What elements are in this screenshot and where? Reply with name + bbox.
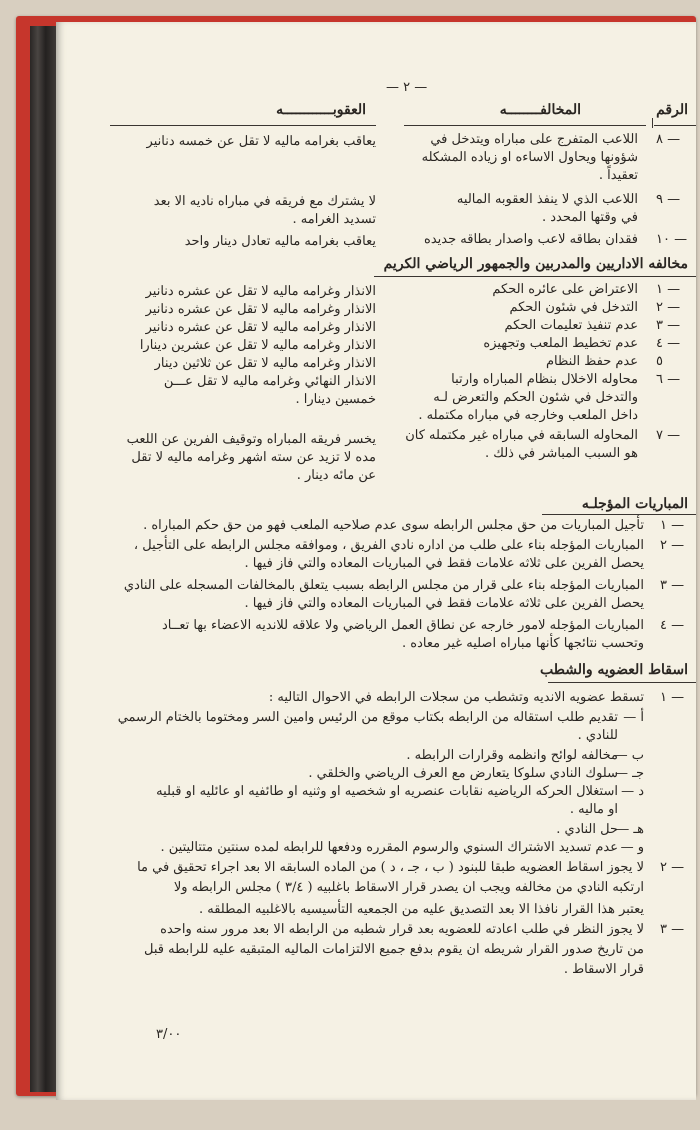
sub-letter: و —: [620, 840, 644, 855]
violation-text: هو السبب المباشر في ذلك .: [484, 446, 638, 461]
item-text: تسقط عضويه الانديه وتشطب من سجلات الرابطه في الاحوال التاليه :: [268, 690, 644, 705]
violation-text: تعقيداً .: [598, 168, 638, 183]
sub-text: سلوك النادي سلوكا يتعارض مع العرف الرياضي والخلقي .: [308, 766, 618, 781]
penalty-text: الانذار وغرامه ماليه لا تقل عن عشره دنانير: [145, 284, 376, 299]
item-text: يحصل الفرين على ثلاثه علامات فقط في المباريات المعاده والتي فاز فيها .: [244, 596, 644, 611]
violation-text: اللاعب الذي لا ينفذ العقوبه الماليه: [456, 192, 638, 207]
item-number: ٣ —: [660, 578, 685, 593]
violation-text: شؤونها ويحاول الاساءه او زياده المشكله: [421, 150, 638, 165]
violation-text: داخل الملعب وخارجه في مباراه مكتمله .: [418, 408, 638, 423]
sub-text: استغلال الحركه الرياضيه نقابات عنصريه او شخصيه او وثنيه او طائفيه او عائليه او قبليه: [156, 784, 618, 799]
item-number: ٢ —: [660, 538, 685, 553]
page-content: [56, 22, 696, 1100]
item-text: لا يجوز النظر في طلب اعادته للعضويه بعد قرار شطبه من الرابطه الا بعد مرور سنه واحده: [160, 922, 644, 937]
penalty-text: تسديد الغرامه .: [292, 212, 376, 227]
header-violation: المخالفــــــــه: [499, 102, 581, 118]
violation-text: فقدان بطاقه لاعب واصدار بطاقه جديده: [424, 232, 638, 247]
item-text: تأجيل المباريات من حق مجلس الرابطه سوى عدم صلاحيه الملعب فهو من حق حكم المباراه .: [143, 518, 644, 533]
violation-text: في وقتها المحدد .: [541, 210, 638, 225]
row-number: ٣ —: [656, 318, 681, 333]
violation-text: والتدخل في شئون الحكم والتعرض لـه: [433, 390, 638, 405]
penalty-text: يخسر فريقه المباراه وتوقيف الفرين عن اللعب: [126, 432, 376, 447]
penalty-text: يعاقب بغرامه ماليه تعادل دينار واحد: [184, 234, 376, 249]
sub-text: للنادي .: [577, 728, 618, 743]
section-title: اسقاط العضويه والشطب: [540, 662, 688, 678]
row-number: ٨ —: [656, 132, 681, 147]
sub-text: عدم تسديد الاشتراك السنوي والرسوم المقرره ودفعها للرابطه لمده سنتين متتاليتين .: [160, 840, 618, 855]
violation-text: عدم حفظ النظام: [545, 354, 638, 369]
sub-letter: أ —: [623, 710, 644, 725]
rule-violation: [404, 125, 646, 126]
item-text: لا يجوز اسقاط العضويه طبقا للبنود ( ب ، جـ ، د ) من الماده السابقه الا بعد اجراء تحقيق في ما: [137, 860, 644, 875]
violation-text: محاوله الاخلال بنظام المباراه وارتبا: [451, 372, 638, 387]
violation-text: عدم تخطيط الملعب وتجهيزه: [483, 336, 638, 351]
rule-number: [654, 125, 696, 126]
sub-letter: هـ —: [616, 822, 644, 837]
sub-text: او ماليه .: [569, 802, 618, 817]
item-number: ٣ —: [660, 922, 685, 937]
row-number: ٤ —: [656, 336, 681, 351]
header-number: الرقم: [656, 102, 688, 118]
row-number: ٦ —: [656, 372, 681, 387]
penalty-text: عن مائه دينار .: [296, 468, 376, 483]
penalty-text: الانذار وغرامه ماليه لا تقل عن ثلاثين دينار: [154, 356, 376, 371]
violation-text: عدم تنفيذ تعليمات الحكم: [504, 318, 638, 333]
item-text: ارتكبه النادي من مخالفه ويجب ان يصدر قرار الاسقاط باغلبيه ( ٣/٤ ) مجلس الرابطه ولا: [173, 880, 644, 895]
row-number: ٩ —: [656, 192, 681, 207]
violation-text: اللاعب المتفرج على مباراه ويتدخل في: [430, 132, 638, 147]
sub-text: مخالفه لوائح وانظمه وقرارات الرابطه .: [406, 748, 618, 763]
section-title: المباريات المؤجلـه: [581, 496, 688, 512]
row-number: ١٠ —: [656, 232, 688, 247]
row-number: ٧ —: [656, 428, 681, 443]
book-spine: [30, 26, 56, 1092]
item-text: المباريات المؤجله بناء على طلب من اداره نادي الفريق ، وموافقه مجلس الرابطه على التأجيل ،: [133, 538, 644, 553]
row-number: ٥: [656, 354, 663, 369]
section-underline: [548, 682, 696, 683]
item-number: ٤ —: [660, 618, 685, 633]
penalty-text: خمسين دينارا .: [295, 392, 376, 407]
document-page: [56, 22, 696, 1100]
sub-letter: د —: [621, 784, 644, 799]
section-title: مخالفه الاداريين والمدربين والجمهور الرياضي الكريم: [383, 256, 688, 272]
item-text: المباريات المؤجله بناء على قرار من مجلس الرابطه بسبب يتعلق بالمخالفات المسجله على النادي: [123, 578, 644, 593]
violation-text: الاعتراض على عائره الحكم: [492, 282, 638, 297]
item-text: يعتبر هذا القرار نافذا الا بعد التصديق عليه من الجمعيه التأسيسيه بالاغلبيه المطلقه .: [198, 902, 644, 917]
penalty-text: يعاقب بغرامه ماليه لا تقل عن خمسه دنانير: [146, 134, 376, 149]
section-underline: [542, 514, 696, 515]
footer-note: ٣/٠٠: [156, 1027, 182, 1042]
page-number: — ٢ —: [386, 80, 428, 95]
section-underline: [374, 276, 696, 277]
penalty-text: الانذار وغرامه ماليه لا تقل عن عشره دنانير: [145, 302, 376, 317]
item-text: وتحسب نتائجها كأنها مباراه اصليه غير معاده .: [402, 636, 644, 651]
item-text: المباريات المؤجله لامور خارجه عن نطاق العمل الرياضي ولا علاقه للانديه الاعضاء بها تعــاد: [161, 618, 644, 633]
item-number: ١ —: [660, 518, 685, 533]
item-number: ١ —: [660, 690, 685, 705]
item-text: قرار الاسقاط .: [563, 962, 644, 977]
item-number: ٢ —: [660, 860, 685, 875]
row-number: ١ —: [656, 282, 681, 297]
penalty-text: الانذار وغرامه ماليه لا تقل عن عشرين دينارا: [139, 338, 376, 353]
row-number: ٢ —: [656, 300, 681, 315]
penalty-text: لا يشترك مع فريقه في مباراه ناديه الا بعد: [153, 194, 376, 209]
sub-text: حل النادي .: [556, 822, 618, 837]
header-penalty: العقوبــــــــــــه: [276, 102, 366, 118]
sub-letter: جـ —: [615, 766, 644, 781]
rule-divider: [652, 118, 653, 128]
item-text: من تاريخ صدور القرار شريطه ان يقوم بدفع جميع الالتزامات الماليه المتبقيه عليه للرابطه قبل: [143, 942, 644, 957]
violation-text: التدخل في شئون الحكم: [509, 300, 638, 315]
item-text: يحصل الفرين على ثلاثه علامات فقط في المباريات المعاده والتي فاز فيها .: [244, 556, 644, 571]
sub-letter: ب —: [614, 748, 644, 763]
sub-text: تقديم طلب استقاله من الرابطه بكتاب موقع من الرئيس وامين السر ومختوما بالختام الرسمي: [117, 710, 618, 725]
penalty-text: الانذار النهائي وغرامه ماليه لا تقل عـــن: [163, 374, 376, 389]
penalty-text: مده لا تزيد عن سته اشهر وغرامه ماليه لا تقل: [131, 450, 376, 465]
penalty-text: الانذار وغرامه ماليه لا تقل عن عشره دنانير: [145, 320, 376, 335]
violation-text: المحاوله السابقه في مباراه غير مكتمله كان: [405, 428, 638, 443]
rule-penalty: [110, 125, 376, 126]
